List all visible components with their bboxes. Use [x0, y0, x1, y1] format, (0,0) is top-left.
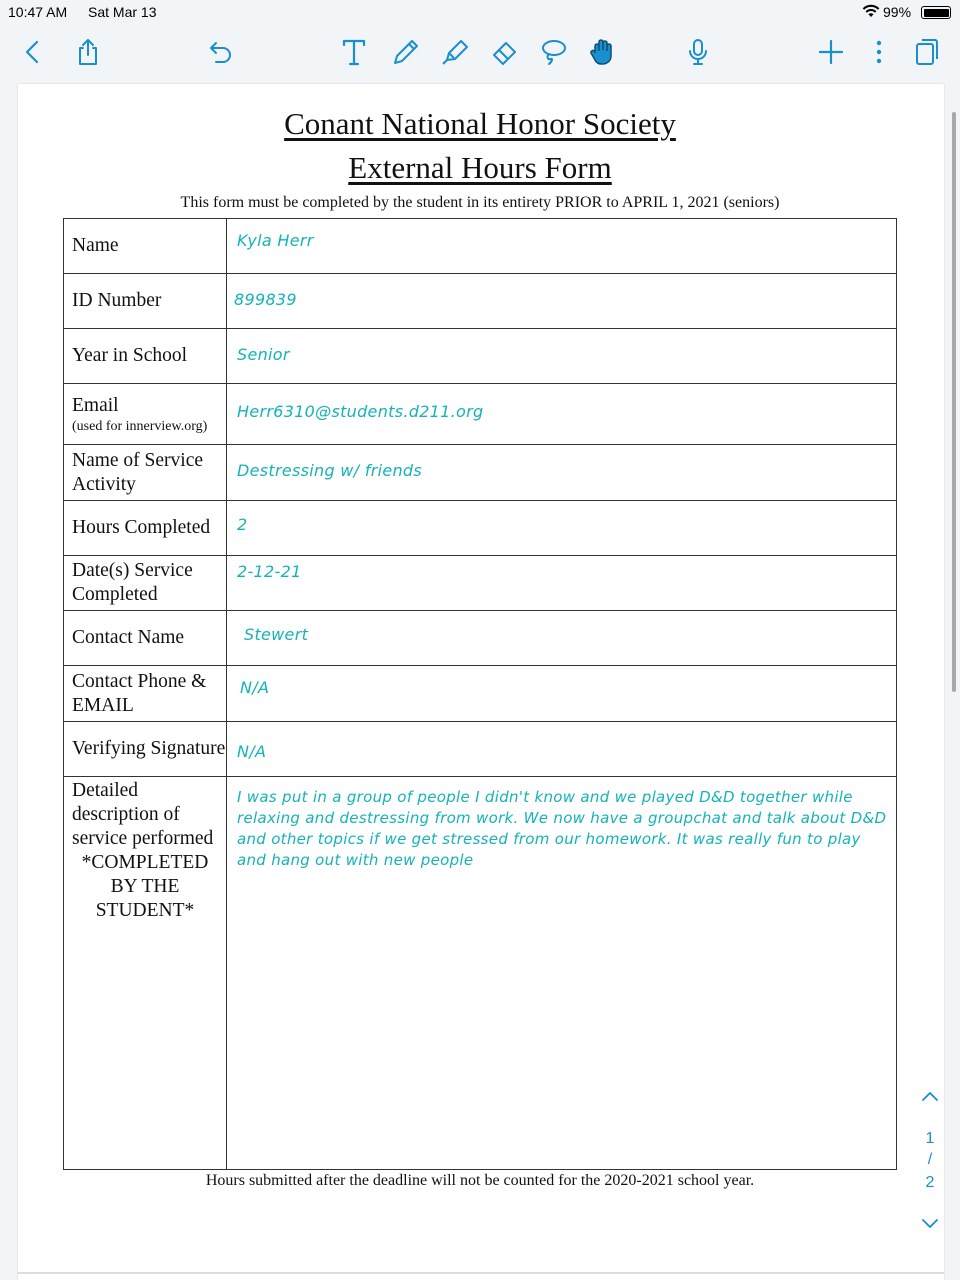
pen-icon[interactable]: [388, 34, 424, 70]
field-value[interactable]: Herr6310@students.d211.org: [237, 402, 484, 421]
status-time: 10:47 AM: [8, 4, 68, 20]
field-value[interactable]: Kyla Herr: [237, 231, 314, 250]
form-row: [64, 384, 896, 445]
back-icon[interactable]: [15, 34, 51, 70]
add-icon[interactable]: [813, 34, 849, 70]
field-value[interactable]: 2-12-21: [237, 562, 302, 581]
field-value[interactable]: Destressing w/ friends: [237, 461, 422, 480]
scrollbar[interactable]: [952, 112, 956, 692]
field-value[interactable]: Senior: [237, 345, 290, 364]
field-value[interactable]: 2: [237, 515, 248, 534]
form-row: [64, 501, 896, 556]
form-row: [64, 556, 896, 611]
share-icon[interactable]: [70, 34, 106, 70]
microphone-icon[interactable]: [680, 34, 716, 70]
form-notice: This form must be completed by the student in its entirety PRIOR to APRIL 1, 2021 (seniors): [180, 194, 780, 211]
lasso-icon[interactable]: [535, 34, 571, 70]
field-value[interactable]: N/A: [240, 678, 270, 697]
field-label: [64, 777, 227, 1169]
chevron-up-icon[interactable]: [920, 1087, 940, 1107]
highlighter-icon[interactable]: [437, 34, 473, 70]
form-footer: Hours submitted after the deadline will not be counted for the 2020-2021 school year.: [205, 1172, 755, 1189]
status-bar: [0, 0, 960, 24]
field-sublabel: *COMPLETED BY THE STUDENT*: [81, 852, 209, 921]
total-pages: 2: [925, 1174, 935, 1191]
form-title: Conant National Honor Society: [284, 106, 676, 141]
field-label: Year in School: [64, 329, 227, 383]
field-label-text: Detailed description of service performed: [72, 780, 214, 849]
field-value[interactable]: Stewert: [244, 625, 309, 644]
form-row: [64, 611, 896, 666]
field-label: Name of Service Activity: [64, 445, 227, 500]
page-divider: [18, 1272, 944, 1274]
form-row: [64, 274, 896, 329]
battery-percent: 99%: [883, 4, 912, 20]
form-row: [64, 219, 896, 274]
field-label-text: Email: [72, 394, 119, 416]
current-page: 1: [925, 1130, 935, 1147]
field-sublabel: (used for innerview.org): [72, 418, 208, 434]
chevron-down-icon[interactable]: [920, 1213, 940, 1233]
wifi-icon: [862, 4, 880, 18]
form-table: [63, 218, 897, 1170]
eraser-icon[interactable]: [486, 34, 522, 70]
text-tool-icon[interactable]: [336, 34, 372, 70]
field-label: Contact Phone & EMAIL: [64, 666, 227, 721]
field-label: [64, 384, 227, 444]
field-label: Verifying Signature: [64, 722, 227, 776]
form-row: [64, 722, 896, 777]
form-row: [64, 329, 896, 384]
toolbar: [0, 24, 960, 80]
field-label: Hours Completed: [64, 501, 227, 555]
status-date: Sat Mar 13: [88, 4, 157, 20]
field-value[interactable]: 899839: [234, 290, 297, 309]
more-icon[interactable]: [861, 34, 897, 70]
hand-icon[interactable]: [584, 34, 620, 70]
battery-icon: [921, 6, 951, 19]
form-row: [64, 777, 896, 1169]
form-row: [64, 445, 896, 501]
field-label: Date(s) Service Completed: [64, 556, 227, 610]
form-row: [64, 666, 896, 722]
field-label: Name: [64, 219, 227, 273]
pages-icon[interactable]: [909, 34, 945, 70]
page-navigator: [915, 1085, 945, 1235]
page-separator: /: [927, 1151, 933, 1168]
field-label: ID Number: [64, 274, 227, 328]
field-value[interactable]: N/A: [237, 742, 267, 761]
field-label: Contact Name: [64, 611, 227, 665]
undo-icon[interactable]: [202, 34, 238, 70]
form-subtitle: External Hours Form: [348, 150, 612, 185]
field-value[interactable]: I was put in a group of people I didn't know and we played D&D together while relaxing and destressing from work. We now have a groupchat and talk about D&D and other topics if we get stressed from our homework. It was really fun to play and hang out with new people: [237, 788, 887, 869]
